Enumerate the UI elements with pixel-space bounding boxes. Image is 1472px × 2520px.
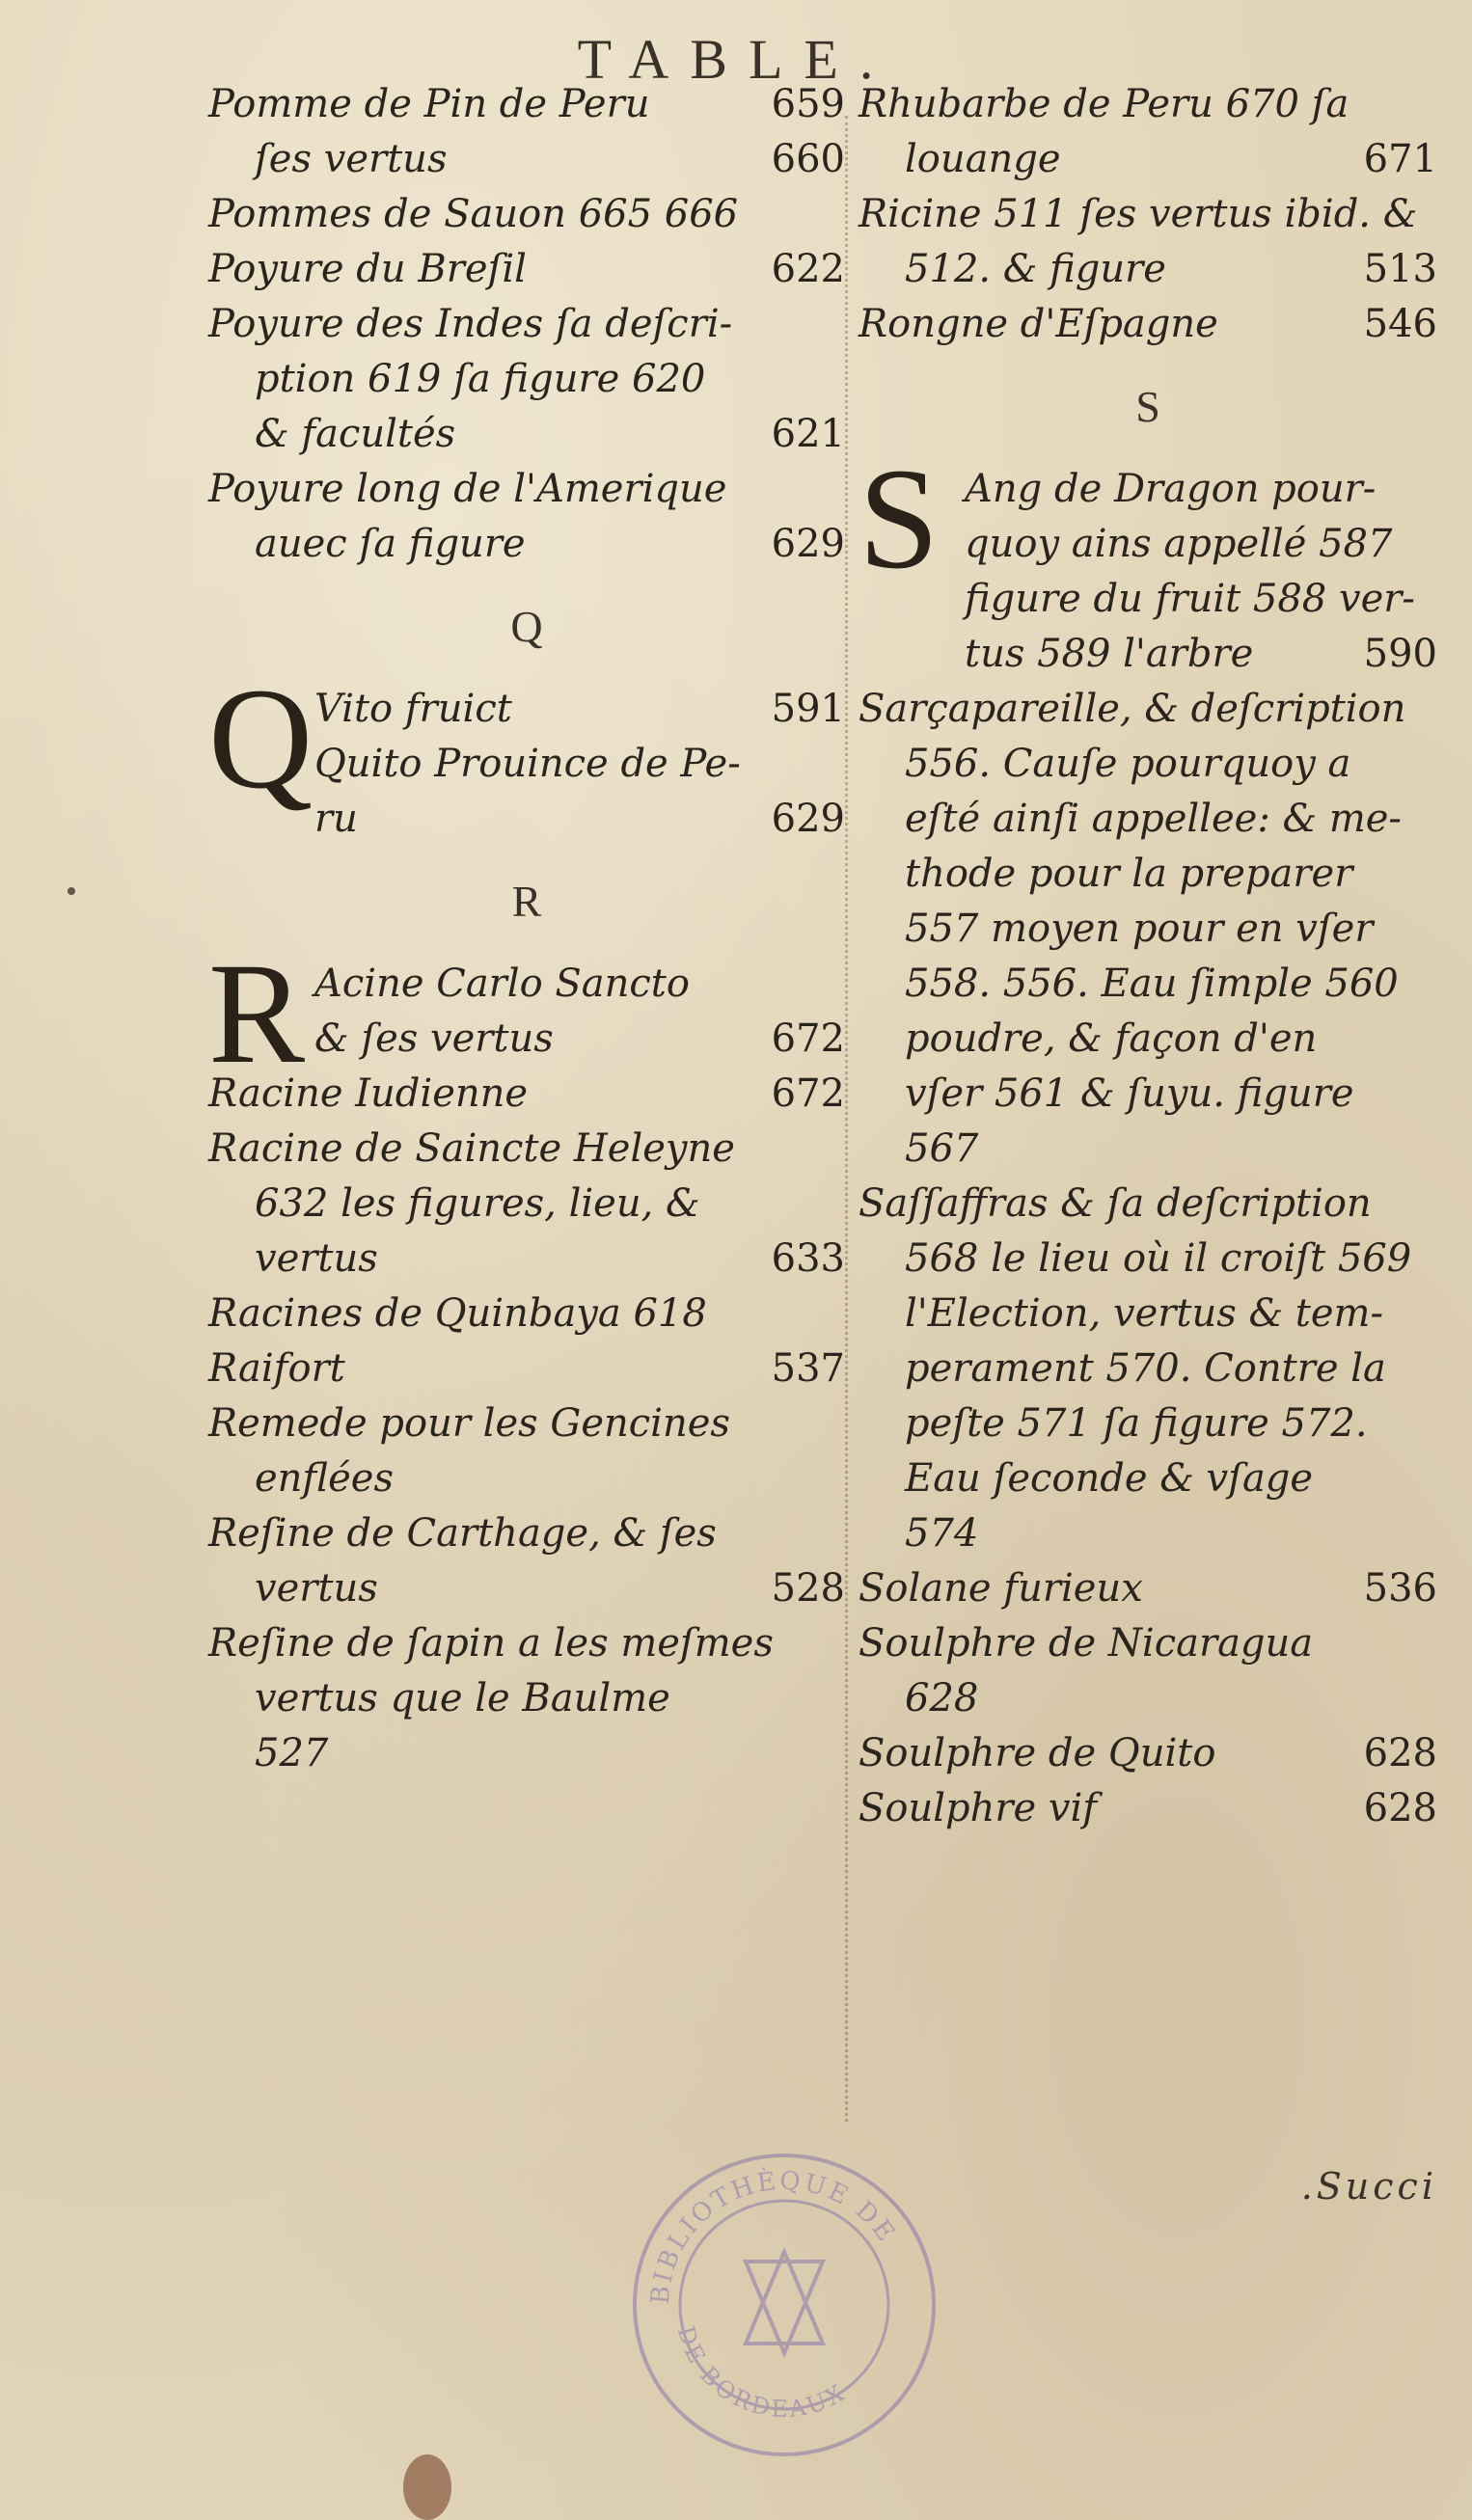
entry-text: quoy ains appellé 587 (965, 522, 1393, 566)
entry-text: 527 (255, 1731, 329, 1775)
page-number: 536 (1363, 1566, 1437, 1611)
entry-line (208, 1067, 845, 1122)
entry-line (314, 737, 845, 792)
entry-text: Pomme de Pin de Peru (208, 82, 650, 126)
entry-line (859, 1122, 1437, 1177)
index-entry (859, 77, 1437, 187)
index-entry (859, 187, 1437, 297)
stamp-text-bottom: DE BORDEAUX (671, 2322, 852, 2424)
entry-line (314, 682, 845, 737)
page-number: 659 (771, 82, 845, 126)
index-entry (208, 1122, 845, 1287)
index-entry (208, 462, 845, 572)
page-number: 628 (1363, 1786, 1437, 1830)
entry-text: Soulphre de Quito (859, 1731, 1216, 1775)
entry-text: 558. 556. Eau ſimple 560 (905, 962, 1399, 1006)
entry-line (859, 902, 1437, 957)
entry-line (208, 407, 845, 462)
entry-line (208, 1616, 845, 1671)
entry-line (859, 297, 1437, 352)
entry-line (208, 1341, 845, 1396)
entry-text: Remede pour les Gencines (208, 1401, 730, 1446)
entry-line (208, 132, 845, 187)
entry-line (208, 1506, 845, 1561)
entry-line (208, 242, 845, 297)
entry-text: auec ſa figure (255, 522, 526, 566)
entry-line (208, 1671, 845, 1726)
entry-text: figure du fruit 588 ver- (965, 577, 1415, 621)
entry-line (314, 1012, 845, 1067)
entry-line (859, 1341, 1437, 1396)
entry-text: Pommes de Sauon 665 666 (208, 192, 739, 236)
entry-text: Solane furieux (859, 1566, 1143, 1611)
entry-text: & ſes vertus (314, 1016, 554, 1061)
entry-text: Poyure du Breſil (208, 247, 527, 291)
page-number: 528 (771, 1566, 845, 1611)
entry-line (859, 187, 1437, 242)
entry-text: 557 moyen pour en vſer (905, 907, 1374, 951)
entry-line (859, 1561, 1437, 1616)
entry-text: Poyure long de l'Amerique (208, 467, 727, 511)
drop-cap-initial: Q (208, 659, 313, 819)
entry-line (859, 1287, 1437, 1341)
index-entry-dropcap (859, 439, 1437, 682)
page-number: 621 (771, 412, 845, 456)
entry-line (965, 462, 1437, 517)
entry-text: Saſſaffras & ſa deſcription (859, 1181, 1372, 1226)
entry-line (965, 627, 1437, 682)
index-entry (208, 1287, 845, 1341)
entry-line (859, 242, 1437, 297)
ink-stain (403, 2454, 451, 2520)
entry-line (859, 1616, 1437, 1671)
entry-line (208, 1396, 845, 1451)
entry-text: Rhubarbe de Peru 670 ſa (859, 82, 1349, 126)
entry-line (208, 1561, 845, 1616)
stamp-text-top: BIBLIOTHÈQUE DE (645, 2166, 902, 2306)
index-entry (859, 297, 1437, 352)
entry-text: Racine Iudienne (208, 1071, 529, 1116)
entry-text: Eau ſeconde & vſage (905, 1456, 1314, 1501)
right-column (859, 77, 1437, 1836)
entry-line (859, 1232, 1437, 1287)
entry-line (208, 1451, 845, 1506)
page-title: TABLE. (577, 28, 895, 91)
section-letter: S (1135, 382, 1160, 431)
entry-text: 568 le lieu où il croiſt 569 (905, 1236, 1412, 1281)
page-number: 622 (771, 247, 845, 291)
entry-text: Racine de Saincte Heleyne (208, 1126, 735, 1171)
entry-text: vertus que le Baulme (255, 1676, 670, 1721)
entry-text: Reſine de ſapin a les meſmes (208, 1621, 774, 1666)
entry-text: Quito Prouince de Pe- (314, 742, 741, 786)
entry-line (859, 77, 1437, 132)
entry-line (859, 737, 1437, 792)
entry-text: eſté ainſi appellee: & me- (905, 797, 1402, 841)
entry-line (859, 957, 1437, 1012)
index-entry (208, 297, 845, 462)
ink-dot (68, 887, 75, 895)
entry-line (314, 792, 845, 847)
page-number: 537 (771, 1346, 845, 1391)
entry-text: louange (905, 137, 1061, 181)
entry-text: Sarçapareille, & deſcription (859, 687, 1406, 731)
entry-line (208, 517, 845, 572)
entry-line (859, 1396, 1437, 1451)
entry-line (859, 682, 1437, 737)
entry-line (208, 1726, 845, 1781)
entry-text: Racines de Quinbaya 618 (208, 1291, 707, 1336)
index-entry (208, 242, 845, 297)
entry-text: ru (314, 797, 358, 841)
entry-text: 567 (905, 1126, 979, 1171)
entry-text: & facultés (255, 412, 456, 456)
entry-text: Ang de Dragon pour- (965, 467, 1377, 511)
drop-cap-initial: R (208, 934, 306, 1094)
page-number: 629 (771, 797, 845, 841)
entry-text: 632 les figures, lieu, & (255, 1181, 700, 1226)
entry-text: 556. Cauſe pourquoy a (905, 742, 1351, 786)
entry-text: 512. & figure (905, 247, 1166, 291)
entry-line (859, 1451, 1437, 1506)
svg-text:DE BORDEAUX (672, 2323, 851, 2423)
drop-cap-initial: S (859, 439, 940, 599)
index-entry (208, 1396, 845, 1506)
entry-text: vſer 561 & ſuyu. figure (905, 1071, 1354, 1116)
index-entry (208, 1616, 845, 1781)
entry-text: tus 589 l'arbre (965, 632, 1254, 676)
library-stamp (625, 2146, 943, 2464)
entry-text: Acine Carlo Sancto (314, 962, 690, 1006)
entry-line (859, 1177, 1437, 1232)
entry-line (859, 792, 1437, 847)
entry-text: 574 (905, 1511, 979, 1556)
page-number: 629 (771, 522, 845, 566)
index-entry (859, 682, 1437, 1177)
entry-line (859, 132, 1437, 187)
entry-text: l'Election, vertus & tem- (905, 1291, 1383, 1336)
entry-text: Soulphre vif (859, 1786, 1098, 1830)
entry-line (859, 1012, 1437, 1067)
index-entry (859, 1726, 1437, 1781)
entry-text: 628 (905, 1676, 979, 1721)
index-entry (208, 187, 845, 242)
index-entry-dropcap (208, 659, 845, 847)
entry-text: peſte 571 ſa figure 572. (905, 1401, 1368, 1446)
entry-text: vertus (255, 1236, 378, 1281)
page-number: 660 (771, 137, 845, 181)
entry-text: enflées (255, 1456, 394, 1501)
entry-text: Vito fruict (314, 687, 512, 731)
entry-line (208, 1122, 845, 1177)
page-number: 591 (771, 687, 845, 731)
left-column (208, 77, 845, 1781)
entry-line (208, 77, 845, 132)
index-entry (859, 1616, 1437, 1726)
entry-line (859, 1506, 1437, 1561)
entry-text: vertus (255, 1566, 378, 1611)
index-entry (208, 1506, 845, 1616)
entry-line (965, 572, 1437, 627)
page-number: 546 (1363, 302, 1437, 346)
entry-line (208, 462, 845, 517)
entry-line (859, 1781, 1437, 1836)
entry-line (208, 352, 845, 407)
entry-text: Ricine 511 ſes vertus ibid. & (859, 192, 1418, 236)
entry-text: perament 570. Contre la (905, 1346, 1386, 1391)
index-entry (208, 1067, 845, 1122)
page-number: 513 (1363, 247, 1437, 291)
entry-text: Soulphre de Nicaragua (859, 1621, 1314, 1666)
page-number: 671 (1363, 137, 1437, 181)
entry-line (208, 187, 845, 242)
column-divider (845, 116, 848, 2122)
entry-line (314, 957, 845, 1012)
entry-line (859, 1726, 1437, 1781)
index-entry (208, 1341, 845, 1396)
index-entry (208, 77, 845, 187)
entry-line (208, 297, 845, 352)
entry-text: ption 619 ſa figure 620 (255, 357, 706, 401)
entry-line (208, 1232, 845, 1287)
entry-line (965, 517, 1437, 572)
catchword: .Succi (1300, 2165, 1437, 2208)
entry-line (859, 1067, 1437, 1122)
entry-line (208, 1287, 845, 1341)
section-letter: Q (510, 602, 543, 651)
entry-text: Rongne d'Eſpagne (859, 302, 1218, 346)
index-entry (859, 1561, 1437, 1616)
entry-line (859, 847, 1437, 902)
page-number: 633 (771, 1236, 845, 1281)
page-number: 672 (771, 1016, 845, 1061)
entry-line (208, 1177, 845, 1232)
entry-text: ſes vertus (255, 137, 448, 181)
entry-text: Reſine de Carthage, & ſes (208, 1511, 717, 1556)
entry-line (859, 1671, 1437, 1726)
page-number: 628 (1363, 1731, 1437, 1775)
index-entry (859, 1177, 1437, 1561)
entry-text: Poyure des Indes ſa deſcri- (208, 302, 733, 346)
section-letter: R (511, 877, 542, 926)
page-number: 590 (1363, 632, 1437, 676)
entry-text: poudre, & façon d'en (905, 1016, 1318, 1061)
entry-text: Raifort (208, 1346, 345, 1391)
index-entry (859, 1781, 1437, 1836)
page-number: 672 (771, 1071, 845, 1116)
entry-text: thode pour la preparer (905, 852, 1353, 896)
